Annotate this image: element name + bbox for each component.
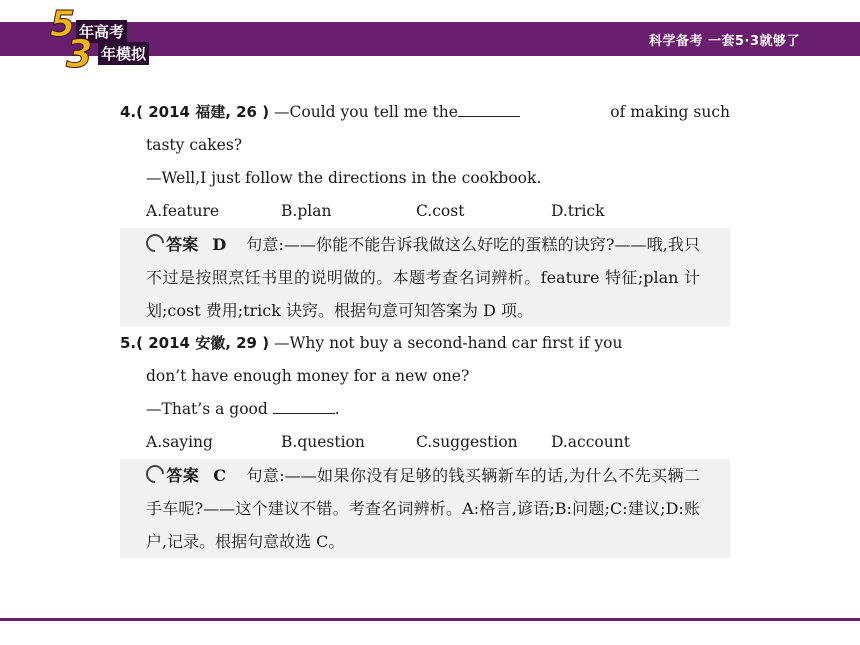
header-slogan: 科学备考 一套5·3就够了 bbox=[648, 34, 800, 49]
footer-divider bbox=[0, 618, 860, 621]
question-5-stem-start: —Why not buy a second-hand car first if you bbox=[274, 334, 623, 352]
question-5-number: 5. bbox=[120, 334, 137, 352]
question-5-source: ( 2014 安徽, 29 ) bbox=[136, 334, 270, 352]
question-4-answer bbox=[120, 228, 730, 327]
question-4 bbox=[120, 96, 730, 327]
logo-word-1: 年高考 bbox=[76, 20, 127, 43]
option-d: D.account bbox=[551, 433, 630, 451]
question-4-options bbox=[120, 195, 730, 228]
option-c: C.suggestion bbox=[416, 433, 518, 451]
option-d: D.trick bbox=[551, 202, 605, 220]
option-c: C.cost bbox=[416, 202, 465, 220]
answer-icon bbox=[142, 230, 167, 255]
answer-label: 答案 bbox=[166, 466, 200, 485]
answer-label: 答案 bbox=[166, 235, 199, 254]
exercise-content bbox=[120, 96, 730, 558]
logo-digit-3: 3 bbox=[66, 32, 93, 76]
question-5-line-3-end: . bbox=[334, 400, 340, 418]
option-a: A.feature bbox=[146, 202, 220, 220]
logo-digit-5: 5 bbox=[50, 4, 76, 45]
question-5-line-3 bbox=[120, 393, 730, 426]
question-4-line-1 bbox=[120, 96, 730, 129]
question-4-line-3: —Well,I just follow the directions in the cookbook. bbox=[146, 169, 542, 187]
brand-logo bbox=[48, 2, 168, 76]
question-5-line-2: don’t have enough money for a new one? bbox=[146, 367, 470, 385]
question-5-answer bbox=[120, 459, 730, 558]
option-b: B.plan bbox=[281, 202, 332, 220]
answer-letter: C bbox=[213, 466, 227, 485]
answer-explanation: 句意:——如果你没有足够的钱买辆新车的话,为什么不先买辆二手车呢?——这个建议不错。考查名词辨析。A:格言,谚语;B:问题;C:建议;D:账户,记录。根据句意故选 C。 bbox=[146, 466, 700, 551]
question-5-line-3-start: —That’s a good bbox=[146, 400, 268, 418]
question-4-source: ( 2014 福建, 26 ) bbox=[136, 103, 270, 121]
question-4-number: 4. bbox=[120, 103, 137, 121]
answer-explanation: 句意:——你能不能告诉我做这么好吃的蛋糕的诀窍?——哦,我只不过是按照烹饪书里的说明做的。本题考查名词辨析。feature 特征;plan 计划;cost 费用;trick 诀窍。根据句意可知答案为 D 项。 bbox=[146, 235, 700, 320]
question-5 bbox=[120, 327, 730, 558]
logo-word-2: 年模拟 bbox=[98, 42, 149, 65]
answer-letter: D bbox=[212, 235, 227, 254]
question-5-options bbox=[120, 426, 730, 459]
question-4-line-2: tasty cakes? bbox=[146, 136, 243, 154]
question-5-line-1 bbox=[120, 327, 730, 360]
question-4-blank bbox=[458, 100, 520, 117]
question-4-stem-end: of making such bbox=[610, 103, 730, 121]
option-a: A.saying bbox=[146, 433, 213, 451]
question-4-stem-start: —Could you tell me the bbox=[274, 103, 458, 121]
option-b: B.question bbox=[281, 433, 365, 451]
question-5-blank bbox=[273, 397, 335, 414]
answer-icon bbox=[142, 461, 167, 486]
